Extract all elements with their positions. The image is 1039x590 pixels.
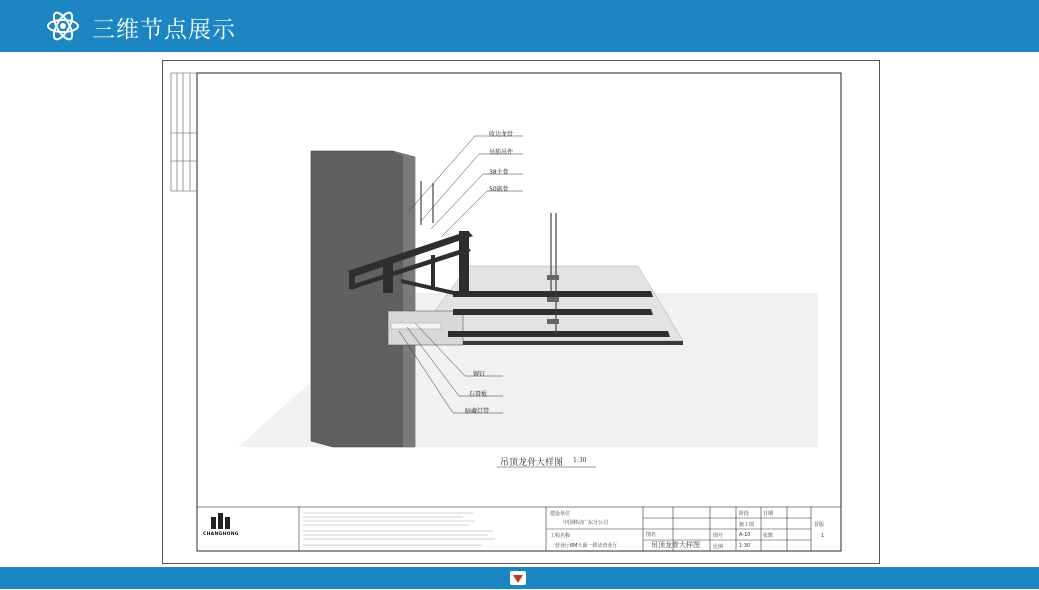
stage-value: 施工图 [739,522,755,528]
atom-icon [46,6,80,46]
drawing-sheet [162,60,880,564]
label-rivet: 铆钉 [473,371,486,378]
scale-label: 比例 [713,544,724,550]
drawing-caption: 吊顶龙骨大样图 [500,458,564,468]
label-sub-keel: 50副骨 [489,186,509,193]
label-gypsum: 石膏板 [469,391,488,398]
right-value: 1 [821,533,825,539]
company-logo-icon [510,571,526,585]
version-value: 首版 [814,522,825,528]
label-hanger: 吊筋吊件 [489,149,514,156]
project-label: 工程名称 [550,533,571,539]
drawing-no-value: A-10 [739,532,751,538]
date-label: 日期 [763,511,774,517]
label-light-strip: 暗藏灯带 [465,408,490,415]
drawing-title-value: 吊顶龙骨大样图 [651,541,700,549]
project-name-value: 营业厅6M大面一移动营业厅 [555,543,618,549]
unit-label: 建设单位 [550,511,571,517]
label-main-keel: 38主骨 [489,169,509,176]
drawing-name-label: 图名 [646,532,657,538]
sheet-label: 张数 [763,533,774,539]
drawing-scale: 1:30 [573,457,587,464]
scale-value: 1:30 [739,543,751,549]
drawing-canvas [163,61,881,565]
project-value: 中国移动广东分公司 [563,520,609,526]
page-title: 三维节点展示 [92,17,236,43]
no-label: 图号 [713,533,724,539]
label-edge-keel: 收边龙骨 [489,131,514,138]
stage-label: 阶段 [739,511,750,517]
company-logo-text: CHANGHONG [203,532,239,537]
